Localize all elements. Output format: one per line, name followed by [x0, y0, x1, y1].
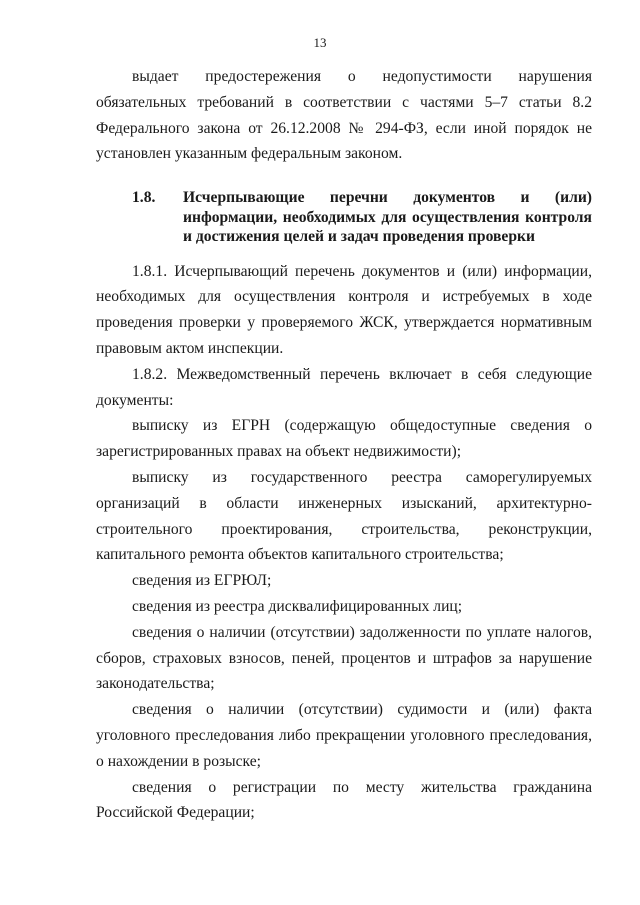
- paragraph-1-8-2: 1.8.2. Межведомственный перечень включает в себя следующие документы:: [96, 365, 592, 409]
- list-item-egrul: сведения из ЕГРЮЛ;: [132, 572, 272, 590]
- paragraph-continuation: выдает предостережения о недопустимости нарушения обязательных требований в соответствии с частями 5–7 статьи 8.2 Федерального закона от 26.12.2008 № 294-ФЗ, если иной порядок не установлен указанным федеральным законом.: [96, 68, 592, 163]
- list-item-criminal-record: сведения о наличии (отсутствии) судимости и (или) факта уголовного преследования либо прекращении уголовного преследования, о нахождении в розыске;: [96, 701, 592, 770]
- page-number: 13: [313, 35, 327, 50]
- section-title: Исчерпывающие перечни документов и (или) информации, необходимых для осуществления контроля и достижения целей и задач проведения проверки: [183, 189, 592, 246]
- paragraph-1-8-1: 1.8.1. Исчерпывающий перечень документов и (или) информации, необходимых для осуществления контроля и истребуемых в ходе проведения проверки у проверяемого ЖСК, утверждается нормативным правовым актом инспекции.: [96, 262, 592, 358]
- section-heading: [96, 188, 592, 247]
- list-item-tax-debt: сведения о наличии (отсутствии) задолженности по уплате налогов, сборов, страховых взносов, пеней, процентов и штрафов за нарушение законодательства;: [96, 623, 592, 693]
- list-item-registration: сведения о регистрации по месту жительства гражданина Российской Федерации;: [96, 778, 592, 822]
- section-number: 1.8.: [132, 189, 156, 207]
- list-item-egrn: выписку из ЕГРН (содержащую общедоступные сведения о зарегистрированных правах на объект недвижимости);: [96, 417, 592, 461]
- list-item-disqualified: сведения из реестра дисквалифицированных лиц;: [132, 598, 463, 616]
- document-body: [96, 64, 592, 826]
- list-item-sro-registry: выписку из государственного реестра саморегулируемых организаций в области инженерных изысканий, архитектурно-строительного проектирования, строительства, реконструкции, капитального ремонта объектов капитального строительства;: [96, 469, 592, 564]
